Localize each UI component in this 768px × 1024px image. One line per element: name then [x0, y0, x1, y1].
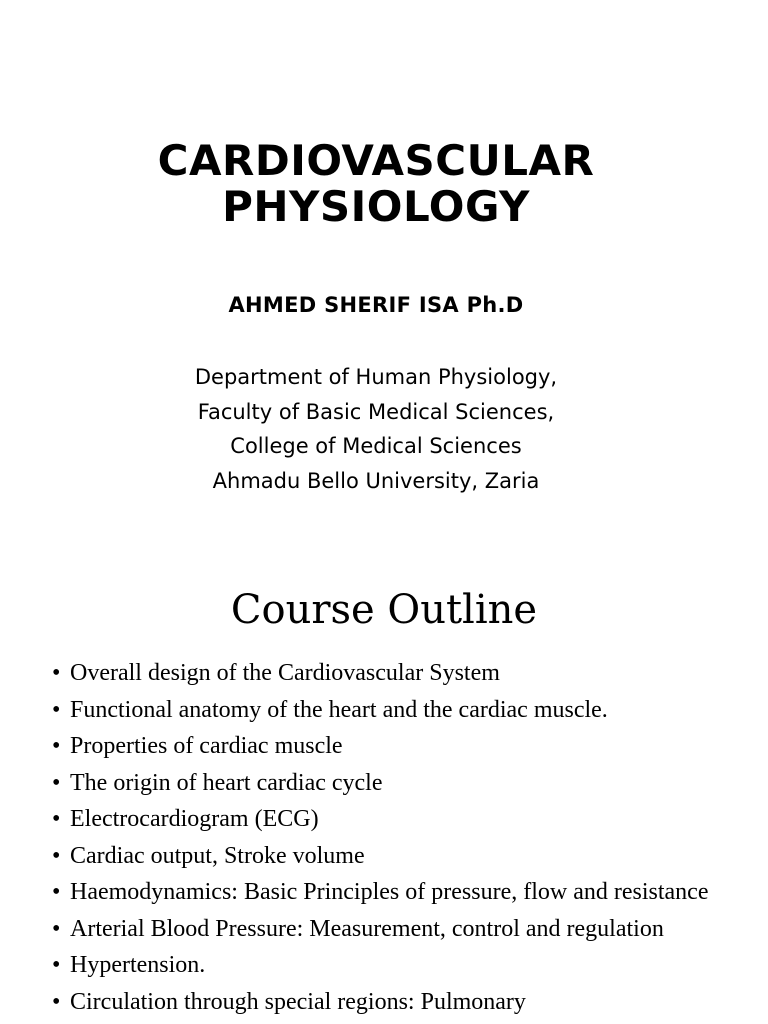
list-item-text: Hypertension.: [70, 952, 206, 978]
list-item-text: Properties of cardiac muscle: [70, 733, 343, 759]
bullet-icon: •: [52, 988, 61, 1015]
list-item-text: Functional anatomy of the heart and the cardiac muscle.: [70, 696, 608, 723]
outline-list: [52, 660, 752, 1024]
bullet-icon: •: [52, 806, 61, 832]
list-item-text: Cardiac output, Stroke volume: [70, 842, 365, 869]
affiliation-block: [0, 360, 752, 498]
list-item-text: Arterial Blood Pressure: Measurement, control and regulation: [70, 915, 664, 942]
bullet-icon: •: [52, 733, 61, 759]
bullet-icon: •: [52, 952, 61, 978]
bullet-icon: •: [52, 879, 61, 905]
bullet-icon: •: [52, 769, 61, 796]
list-item-text: The origin of heart cardiac cycle: [70, 769, 383, 796]
list-item: [52, 660, 752, 687]
bullet-icon: •: [52, 696, 61, 723]
list-item: [52, 916, 752, 943]
affiliation-line: Ahmadu Bello University, Zaria: [212, 468, 540, 493]
list-item-text: Electrocardiogram (ECG): [70, 806, 319, 832]
list-item: [52, 806, 752, 833]
slide-title: [0, 138, 752, 230]
list-item: [52, 989, 752, 1016]
bullet-icon: •: [52, 915, 61, 942]
list-item-text: Overall design of the Cardiovascular System: [70, 660, 500, 686]
bullet-icon: •: [52, 660, 61, 686]
list-item: [52, 733, 752, 760]
list-item: [52, 770, 752, 797]
list-item: [52, 697, 752, 724]
slide-title-line-2: PHYSIOLOGY: [222, 182, 530, 231]
list-item-text: Circulation through special regions: Pulmonary: [70, 988, 526, 1015]
outline-title: Course Outline: [230, 587, 538, 633]
list-item: [52, 952, 752, 979]
list-item: [52, 879, 752, 906]
affiliation-line: Department of Human Physiology,: [194, 365, 558, 389]
affiliation-line: College of Medical Sciences: [230, 434, 522, 458]
list-item: [52, 843, 752, 870]
bullet-icon: •: [52, 842, 61, 869]
affiliation-line: Faculty of Basic Medical Sciences,: [197, 399, 555, 424]
author-name: AHMED SHERIF ISA Ph.D: [228, 293, 524, 317]
slide-title-line-1: CARDIOVASCULAR: [157, 136, 595, 185]
list-item-text: Haemodynamics: Basic Principles of pressure, flow and resistance: [70, 879, 709, 905]
